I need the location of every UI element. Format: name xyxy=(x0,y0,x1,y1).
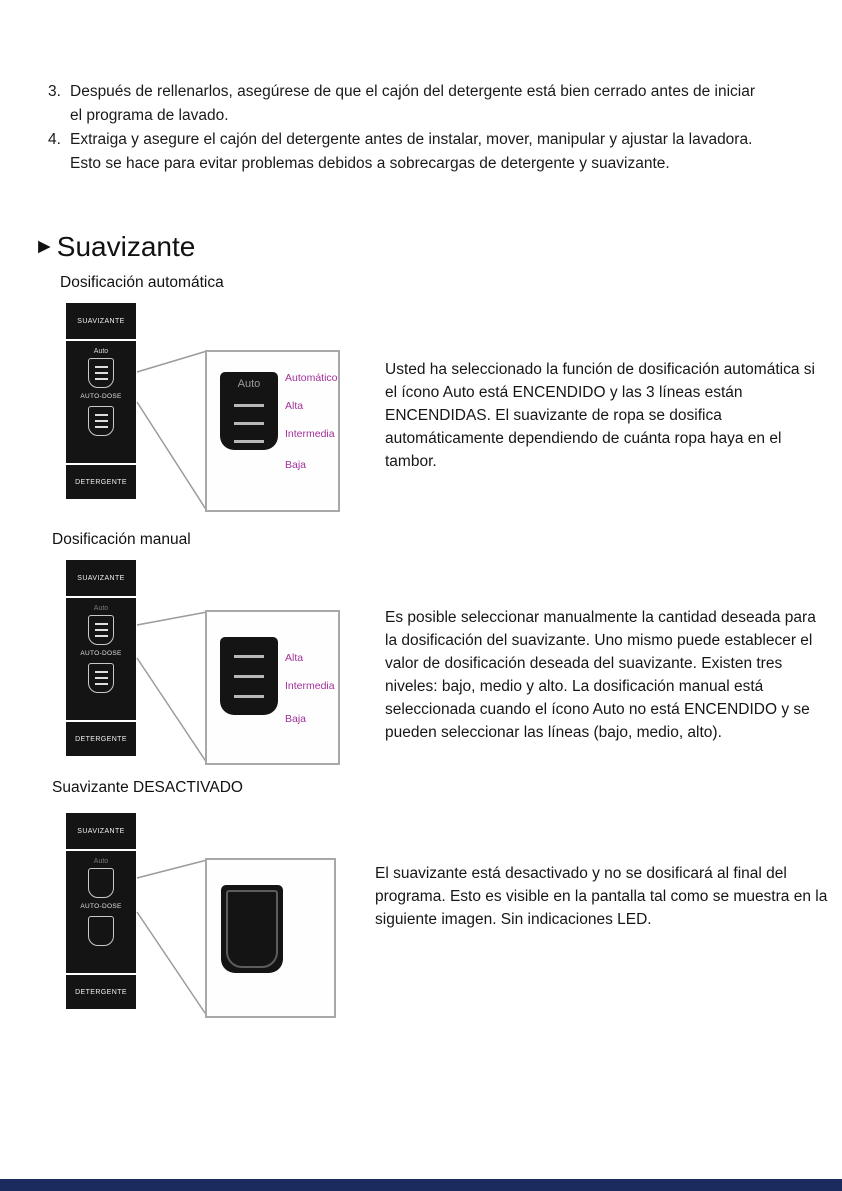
callout-box xyxy=(205,858,336,1018)
softener-dispenser-icon xyxy=(88,358,114,388)
callout-label-automatico: Automático xyxy=(285,372,338,384)
panel-label-suavizante: SUAVIZANTE xyxy=(66,560,136,596)
subsection-title-desactivado: Suavizante DESACTIVADO xyxy=(52,779,243,796)
auto-indicator-label: Auto xyxy=(93,605,109,612)
detergent-dispenser-icon xyxy=(88,663,114,693)
auto-indicator-label: Auto xyxy=(93,348,109,355)
level-line xyxy=(95,420,108,422)
level-line xyxy=(234,655,264,658)
arrow-marker-icon: ► xyxy=(34,235,55,258)
panel-main xyxy=(66,851,136,973)
callout-connector xyxy=(136,604,208,772)
panel-label-detergente: DETERGENTE xyxy=(66,722,136,756)
panel-main xyxy=(66,341,136,463)
callout-label-baja: Baja xyxy=(285,459,307,471)
list-number: 4. xyxy=(48,131,61,148)
auto-indicator-label: Auto xyxy=(93,858,109,865)
level-line xyxy=(95,635,108,637)
subsection-title-manual: Dosificación manual xyxy=(52,531,191,548)
level-line xyxy=(234,404,264,407)
detergent-dispenser-icon xyxy=(88,406,114,436)
callout-connector xyxy=(136,852,208,1024)
list-item xyxy=(48,80,760,128)
callout-connector xyxy=(136,344,208,518)
detergent-dispenser-icon xyxy=(88,916,114,946)
level-line xyxy=(95,426,108,428)
callout-label-intermedia: Intermedia xyxy=(285,680,335,692)
callout-box xyxy=(205,350,340,512)
section-heading xyxy=(34,231,195,263)
list-text: Después de rellenarlos, asegúrese de que el cajón del detergente está bien cerrado antes de iniciar el programa de lavado. xyxy=(70,83,756,124)
level-line xyxy=(95,372,108,374)
callout-label-alta: Alta xyxy=(285,652,304,664)
description-text: Es posible seleccionar manualmente la cantidad deseada para la dosificación del suavizante. Uno mismo puede establecer el valor de dosificación deseada del suavizante. Existen tres niveles: bajo, medio y alto. La dosificación manual está seleccionada cuando el ícono Auto no está ENCENDIDO y se pueden seleccionar las líneas (bajo, medio, alto). xyxy=(385,609,816,741)
panel-label-detergente: DETERGENTE xyxy=(66,975,136,1009)
description-text: El suavizante está desactivado y no se dosificará al final del programa. Esto es visible en la pantalla tal como se muestra en la siguiente imagen. Sin indicaciones LED. xyxy=(375,865,828,928)
list-text: Extraiga y asegure el cajón del detergente antes de instalar, mover, manipular y ajustar la lavadora. Esto se hace para evitar problemas debidos a sobrecargas de detergente y suavizante. xyxy=(70,131,753,172)
panel-label-suavizante: SUAVIZANTE xyxy=(66,303,136,339)
panel-label-autodose: AUTO-DOSE xyxy=(80,650,122,657)
level-line xyxy=(95,378,108,380)
level-line xyxy=(95,366,108,368)
level-line xyxy=(234,675,264,678)
callout-label-baja: Baja xyxy=(285,713,307,725)
level-line xyxy=(95,671,108,673)
level-line xyxy=(234,695,264,698)
softener-dispenser-icon xyxy=(88,615,114,645)
level-line xyxy=(95,414,108,416)
callout-label-alta: Alta xyxy=(285,400,304,412)
footer-bar xyxy=(0,1179,842,1191)
callout-dispenser-icon xyxy=(220,372,278,450)
subsection-title-automatica: Dosificación automática xyxy=(60,274,224,291)
level-line xyxy=(95,683,108,685)
level-line xyxy=(95,677,108,679)
callout-box xyxy=(205,610,340,765)
callout-dispenser-icon xyxy=(221,885,283,973)
panel-label-suavizante: SUAVIZANTE xyxy=(66,813,136,849)
callout-dispenser-icon xyxy=(220,637,278,715)
list-number: 3. xyxy=(48,83,61,100)
dispenser-cup-outline xyxy=(226,890,278,968)
panel-label-detergente: DETERGENTE xyxy=(66,465,136,499)
dispenser-panel xyxy=(66,813,136,1009)
list-item xyxy=(48,128,760,176)
level-line xyxy=(95,623,108,625)
panel-main xyxy=(66,598,136,720)
instruction-list xyxy=(48,80,760,176)
heading-text: Suavizante xyxy=(56,231,196,262)
dispenser-panel xyxy=(66,560,136,756)
level-line xyxy=(234,422,264,425)
softener-dispenser-icon xyxy=(88,868,114,898)
auto-indicator-label: Auto xyxy=(237,378,261,390)
dispenser-panel xyxy=(66,303,136,499)
callout-label-intermedia: Intermedia xyxy=(285,428,335,440)
panel-label-autodose: AUTO-DOSE xyxy=(80,393,122,400)
level-line xyxy=(95,629,108,631)
description-text: Usted ha seleccionado la función de dosificación automática si el ícono Auto está ENCENDIDO y las 3 líneas están ENCENDIDAS. El suavizante de ropa se dosifica automáticamente dependiendo de cuánta ropa haya en el tambor. xyxy=(385,361,815,470)
level-line xyxy=(234,440,264,443)
panel-label-autodose: AUTO-DOSE xyxy=(80,903,122,910)
